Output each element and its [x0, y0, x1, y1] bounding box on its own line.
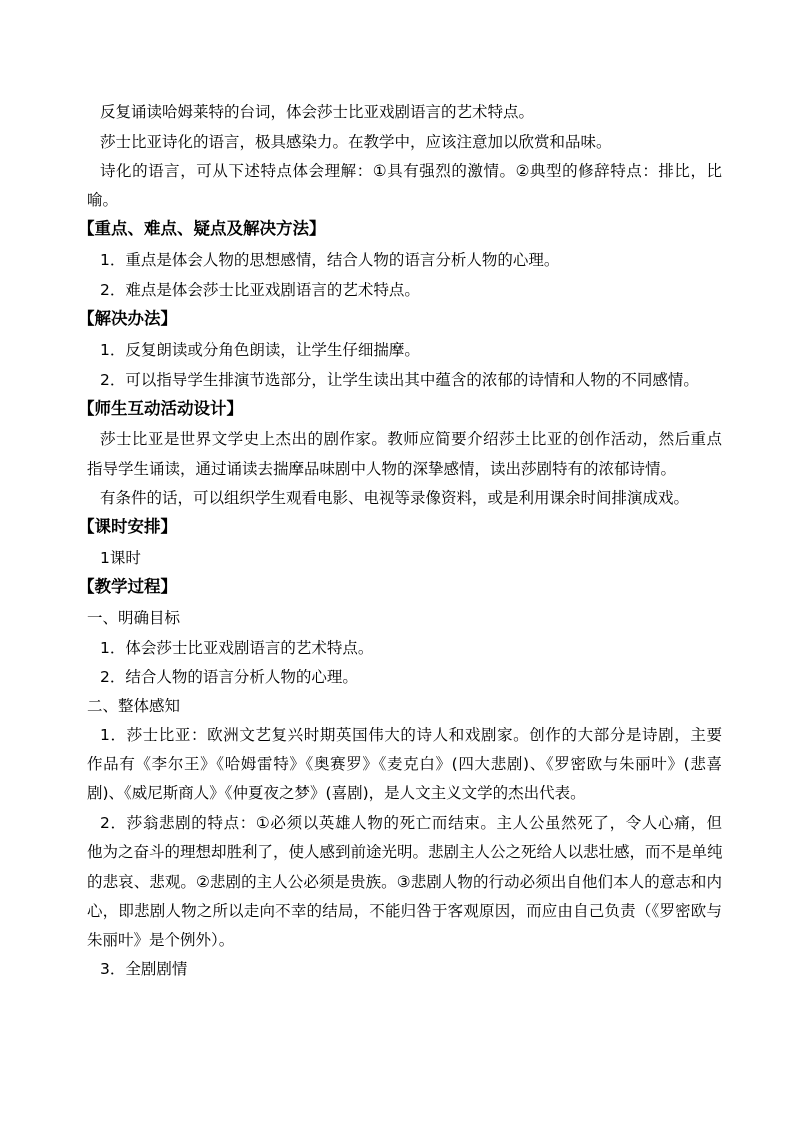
list-item: 2．可以指导学生排演节选部分，让学生读出其中蕴含的浓郁的诗情和人物的不同感情。 [100, 371, 699, 389]
subsection-heading: 一、明确目标 [87, 609, 181, 627]
paragraph-line: 莎士比亚是世界文学史上杰出的剧作家。教师应简要介绍莎土比亚的创作活动，然后重点 [100, 430, 722, 448]
paragraph-line: 指导学生诵读，通过诵读去揣摩品味剧中人物的深挚感情，读出莎剧特有的浓郁诗情。 [87, 460, 677, 478]
paragraph-line: 剧)、《威尼斯商人》《仲夏夜之梦》(喜剧)，是人文主义文学的杰出代表。 [87, 784, 586, 802]
paragraph-line: 作品有《李尔王》《哈姆雷特》《奥赛罗》《麦克白》(四大悲剧)、《罗密欧与朱丽叶》(悲喜 [87, 755, 722, 773]
section-heading: 【解决办法】 [78, 309, 177, 328]
paragraph-line: 1．莎士比亚：欧洲文艺复兴时期英国伟大的诗人和戏剧家。创作的大部分是诗剧，主要 [100, 726, 722, 744]
paragraph-line: 有条件的话，可以组织学生观看电影、电视等录像资料，或是利用课余时间排演成戏。 [100, 489, 690, 507]
section-heading: 【师生互动活动设计】 [78, 399, 243, 418]
section-heading: 【重点、难点、疑点及解决方法】 [78, 219, 326, 238]
list-item: 1．体会莎士比亚戏剧语言的艺术特点。 [100, 639, 374, 657]
paragraph-line: 他为之奋斗的理想却胜利了，使人感到前途光明。悲剧主人公之死给人以悲壮感，而不是单纯 [87, 843, 723, 861]
list-item: 2．难点是体会莎士比亚戏剧语言的艺术特点。 [100, 281, 420, 299]
list-item: 1．反复朗读或分角色朗读，让学生仔细揣摩。 [100, 341, 420, 359]
paragraph-line: 喻。 [87, 191, 119, 209]
paragraph-line: 朱丽叶》是个例外）。 [87, 931, 235, 949]
section-heading: 【教学过程】 [78, 577, 177, 596]
paragraph-line: 诗化的语言，可从下述特点体会理解：①具有强烈的激情。②典型的修辞特点：排比，比 [100, 162, 722, 180]
paragraph-line: 1课时 [100, 549, 141, 567]
paragraph-line: 2．莎翁悲剧的特点：①必须以英雄人物的死亡而结束。主人公虽然死了，令人心痛，但 [100, 814, 722, 832]
paragraph-line: 反复诵读哈姆莱特的台词，体会莎士比亚戏剧语言的艺术特点。 [100, 103, 535, 121]
list-item: 2．结合人物的语言分析人物的心理。 [100, 668, 358, 686]
paragraph-line: 心，即悲剧人物之所以走向不幸的结局，不能归咎于客观原因，而应由自己负责（《罗密欧与 [87, 902, 722, 920]
list-item: 3．全剧剧情 [100, 960, 188, 978]
paragraph-line: 的悲哀、悲观。②悲剧的主人公必须是贵族。③悲剧人物的行动必须出自他们本人的意志和内 [87, 873, 722, 891]
list-item: 1．重点是体会人物的思想感情，结合人物的语言分析人物的心理。 [100, 251, 560, 269]
section-heading: 【课时安排】 [78, 517, 177, 536]
subsection-heading: 二、整体感知 [87, 697, 181, 715]
paragraph-line: 莎士比亚诗化的语言，极具感染力。在教学中，应该注意加以欣赏和品味。 [100, 133, 612, 151]
